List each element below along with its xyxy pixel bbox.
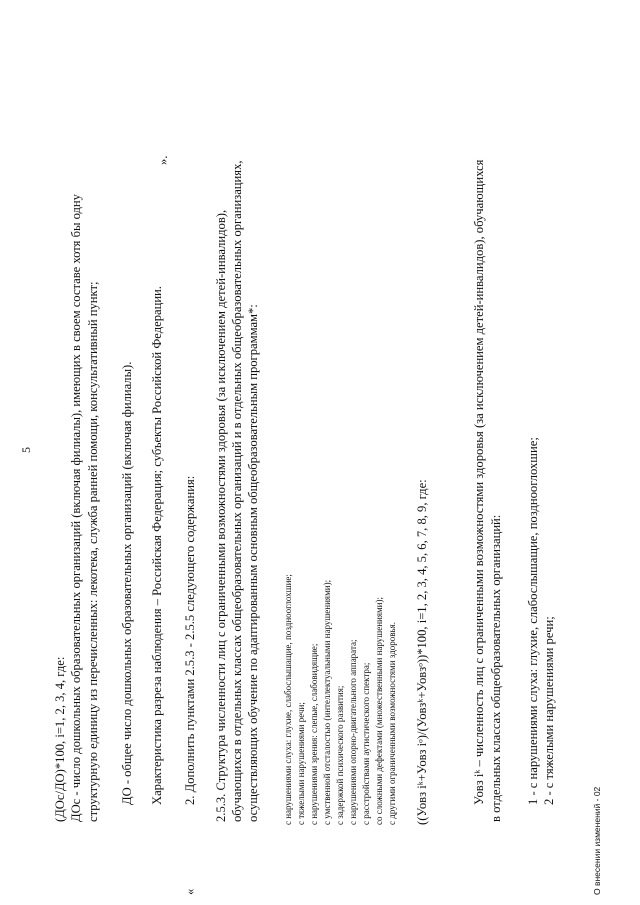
closing-quote: ».: [156, 155, 170, 165]
text-line: осуществляющих обучение по адаптированным основным общеобразовательным программам*:: [246, 304, 260, 822]
list-item: с расстройствами аутистического спектра;: [361, 662, 371, 825]
text-line: Уовз iᵏ – численность лиц с ограниченными возможностями здоровья (за исключением детей-инвалидов), обучающихся: [472, 159, 486, 805]
text-line: обучающихся в отдельных классах общеобразовательных организаций и в отдельных общеобразовательных организациях,: [230, 160, 244, 822]
section-heading: 2. Дополнить пунктами 2.5.3 - 2.5.5 следующего содержания:: [183, 475, 197, 805]
list-item: 1 - с нарушениями слуха: глухие, слабослышащие, позднооглохшие;: [526, 437, 540, 805]
page-footer: О внесении изменений - 02: [592, 786, 602, 895]
text-line: Характеристика разреза наблюдения – Российская Федерация; субъекты Российской Федерации.: [150, 286, 164, 805]
formula-line-2: ((Уовз iᵏ+Уовз iᵒ)/(Уовзᵏ+Уовзᵒ))*100, i=1, 2, 3, 4, 5, 6, 7, 8, 9, где:: [415, 479, 429, 825]
list-item: со сложными дефектами (множественными нарушениями);: [374, 597, 384, 825]
text-line: структурную единицу из перечисленных: лекотека, служба ранней помощи, консультативный пункт;: [86, 281, 100, 822]
opening-quote: «: [183, 888, 197, 895]
list-item: с нарушениями слуха: глухие, слабослышащие, позднооглохшие;: [283, 574, 293, 825]
list-item: 2 - с тяжелыми нарушениями речи;: [542, 616, 556, 805]
list-item: с нарушениями опорно-двигательного аппарата;: [348, 639, 358, 825]
text-line: ДО - общее число дошкольных образовательных организаций (включая филиалы).: [120, 361, 134, 805]
text-line: в отдельных классах общеобразовательных организаций:: [489, 514, 503, 822]
text-line: 2.5.3. Структура численности лиц с ограниченными возможностями здоровья (за исключением детей-инвалидов),: [214, 209, 228, 822]
page-number: 5: [19, 447, 33, 453]
list-item: с задержкой психического развития;: [335, 685, 345, 825]
list-item: с другими ограниченными возможностями здоровья.: [387, 621, 397, 825]
text-line: ДОс - число дошкольных образовательных организаций (включая филиалы), имеющих в своем составе хотя бы одну: [69, 194, 83, 822]
formula-line-1: (ДОс/ДО)*100, i=1, 2, 3, 4, где:: [53, 656, 67, 822]
list-item: с умственной отсталостью (интеллектуальными нарушениями);: [322, 579, 332, 825]
list-item: с тяжелыми нарушениями речи;: [296, 702, 306, 825]
list-item: с нарушениями зрения: слепые, слабовидящие;: [309, 643, 319, 825]
